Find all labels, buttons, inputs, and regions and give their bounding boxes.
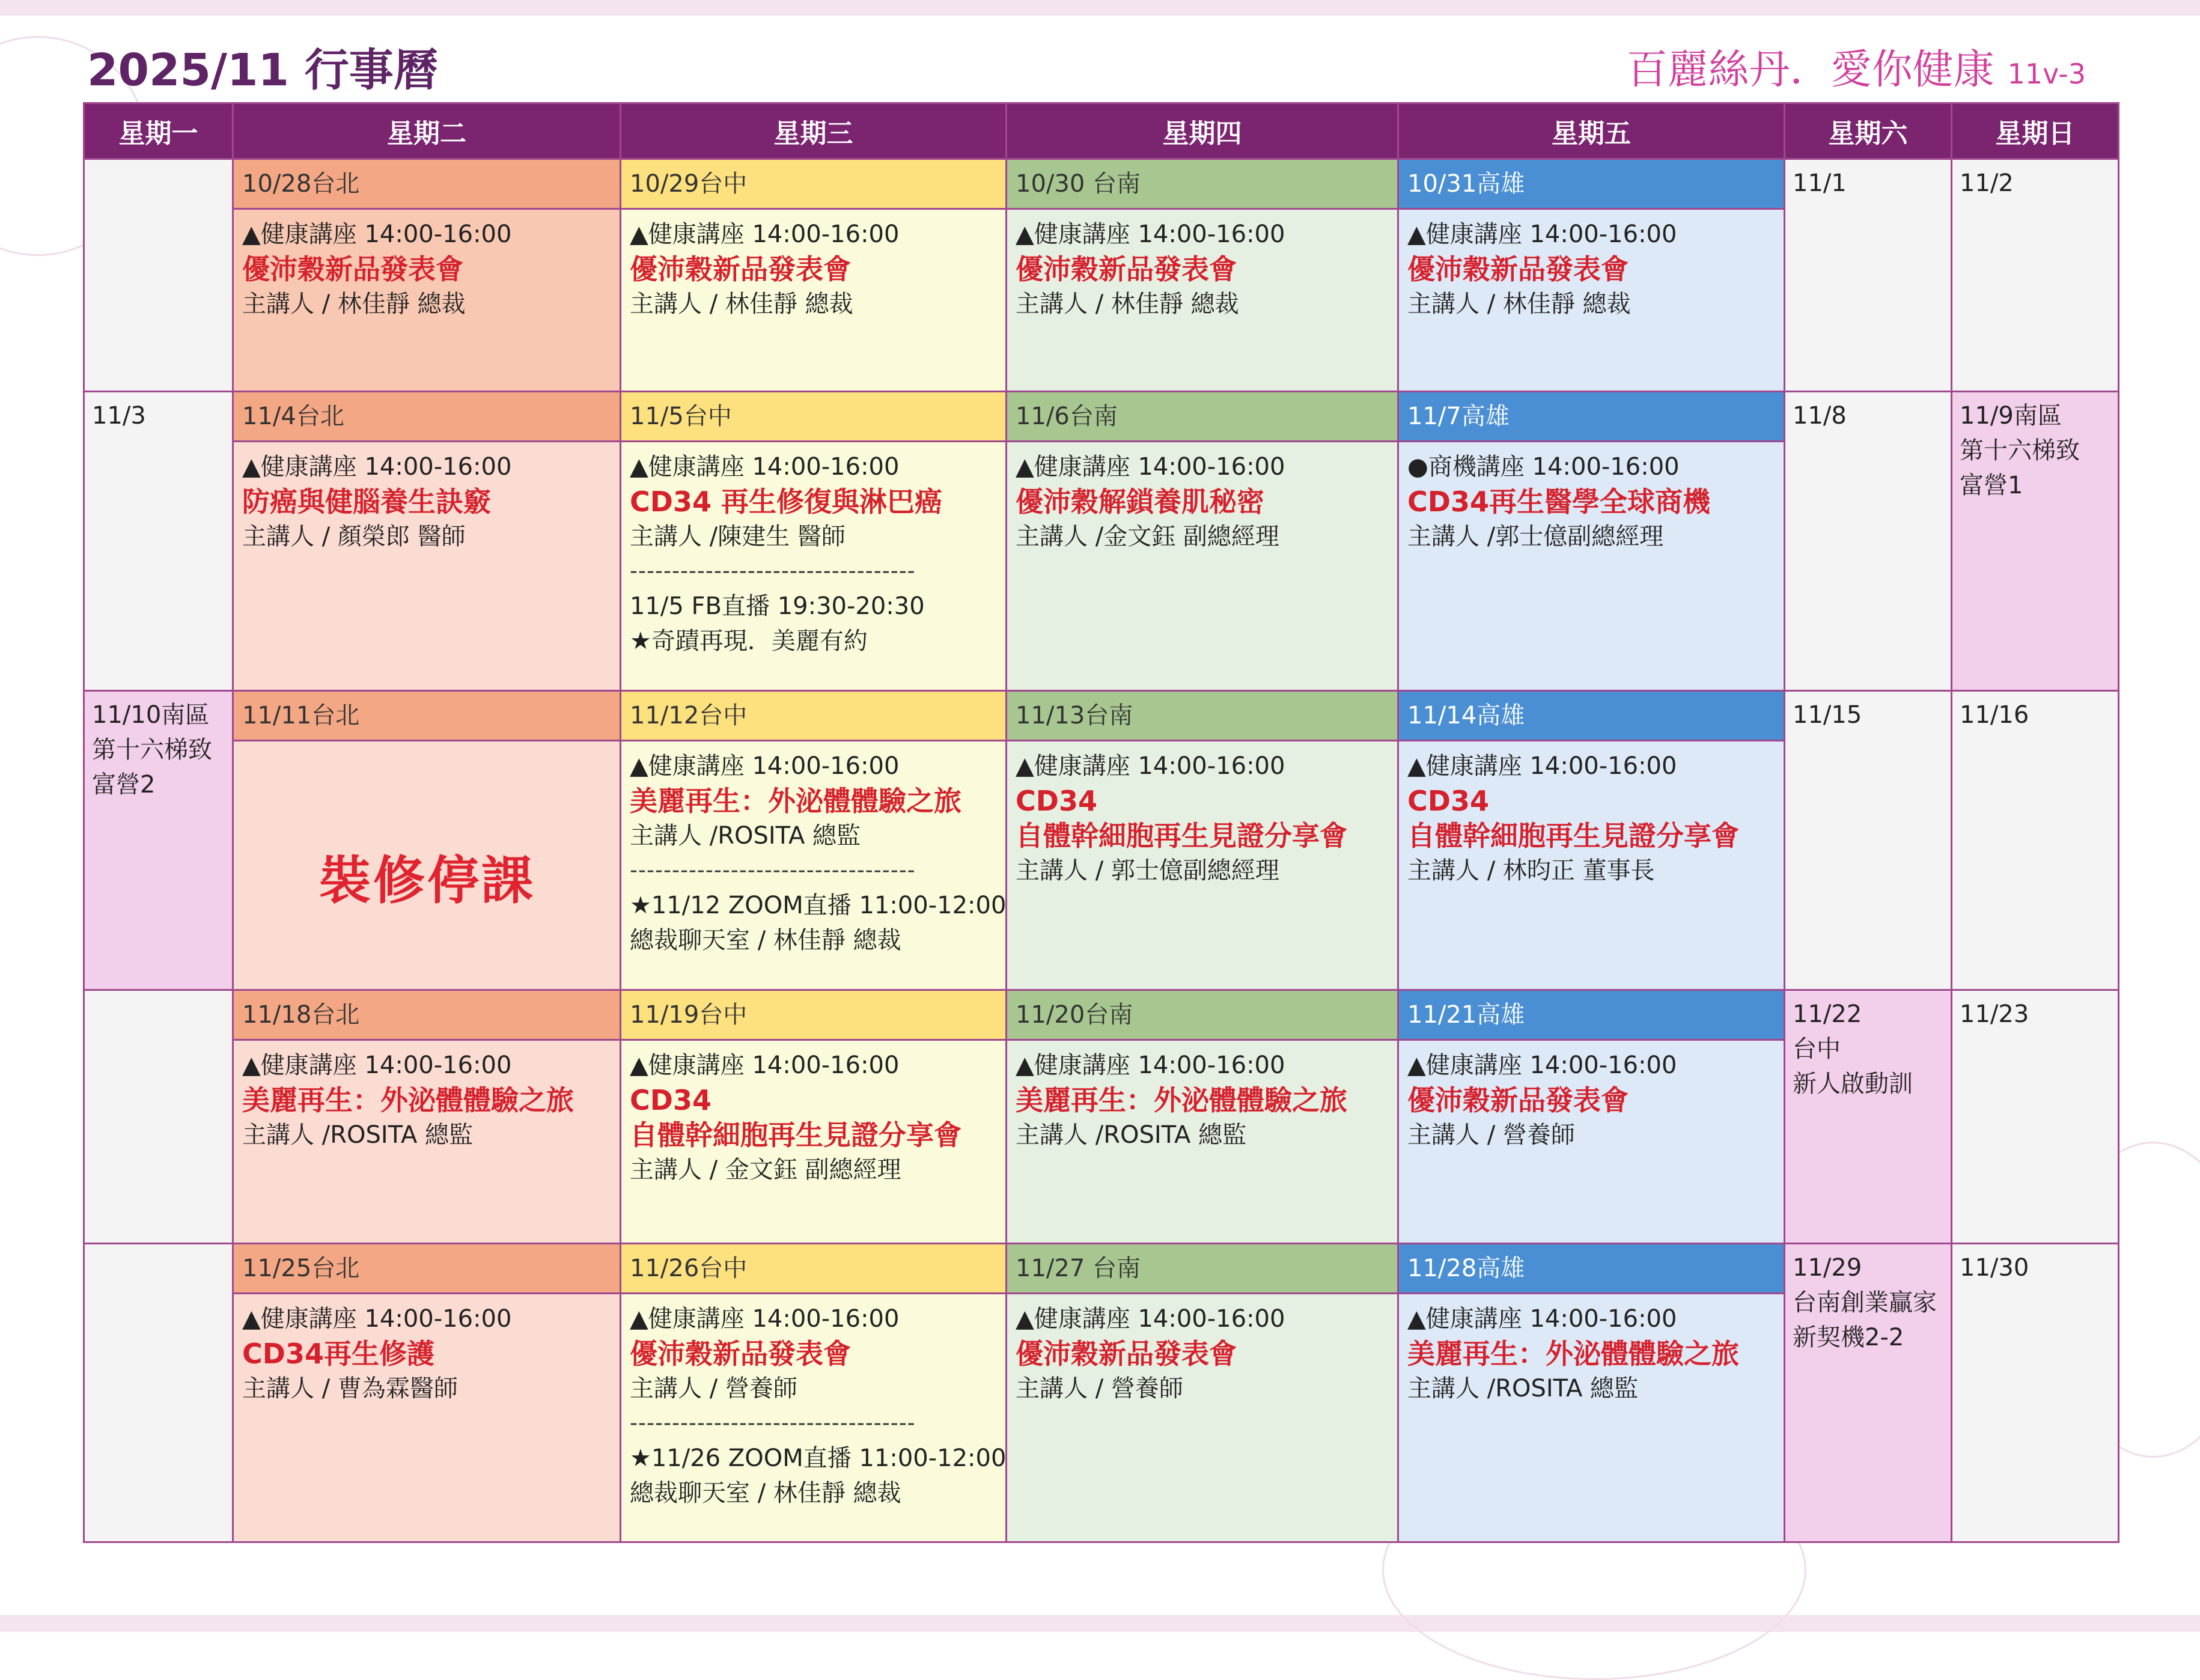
event-body [621,1294,1005,1541]
event-type: ▲健康講座 14:00-16:00 [630,221,900,248]
event-type: ▲健康講座 14:00-16:00 [630,1305,900,1333]
day-cell-sat [1785,990,1952,1244]
day-cell-wed [621,691,1007,990]
day-cell-fri [1398,392,1785,691]
calendar-table [83,102,2119,1543]
day-header-tainan: 11/13台南 [1007,692,1397,741]
event-body [1007,1294,1397,1541]
event-body [1399,741,1784,989]
weekday-thu: 星期四 [1007,103,1398,159]
event-speaker: 主講人 / 林昀正 董事長 [1407,857,1655,884]
day-header-kaohsiung: 11/21高雄 [1399,991,1784,1041]
event-type: ▲健康講座 14:00-16:00 [242,1305,512,1333]
day-header-taipei: 11/18台北 [234,991,620,1041]
event-body [1399,210,1784,391]
event-body [234,442,620,690]
event-title: CD34再生醫學全球商機 [1407,485,1710,518]
bottom-band [0,1615,2200,1632]
event-body [621,741,1005,989]
livestream-info: 11/5 FB直播 19:30-20:30 [630,592,925,620]
day-note: 11/8 [1793,402,1847,430]
day-cell-sun [1952,691,2119,990]
day-cell-sat [1785,159,1952,392]
event-title: CD34 [630,1084,711,1116]
event-speaker: 主講人 / 顏榮郎 醫師 [242,523,466,550]
day-cell-tue [233,392,621,691]
event-body [1007,210,1397,391]
day-header-taipei: 11/11台北 [234,692,620,741]
event-title: 優沛穀新品發表會 [630,253,851,285]
day-header-kaohsiung: 11/28高雄 [1399,1244,1784,1294]
event-body [621,1041,1005,1243]
livestream-topic: 總裁聊天室 / 林佳靜 總裁 [630,927,901,954]
day-cell-thu [1007,392,1398,691]
day-header-tainan: 11/27 台南 [1007,1244,1397,1294]
event-speaker: 主講人 / 林佳靜 總裁 [1016,290,1239,318]
livestream-info: ★11/26 ZOOM直播 11:00-12:00 [630,1444,1007,1472]
day-note: 11/22 [1793,1000,1862,1028]
event-speaker: 主講人 / 林佳靜 總裁 [1407,290,1631,318]
livestream-topic: 總裁聊天室 / 林佳靜 總裁 [630,1479,901,1507]
weekday-sat: 星期六 [1785,103,1952,159]
event-title: 美麗再生：外泌體體驗之旅 [1407,1338,1739,1370]
day-cell-mon [84,1244,233,1542]
day-cell-thu [1007,159,1398,392]
day-note: 11/3 [92,402,146,430]
event-title: 優沛穀新品發表會 [1016,253,1237,285]
day-cell-wed [621,990,1007,1244]
event-title: 優沛穀新品發表會 [1407,253,1629,285]
weekday-tue: 星期二 [233,103,621,159]
event-speaker: 主講人 / 林佳靜 總裁 [630,290,853,318]
event-title: 美麗再生：外泌體體驗之旅 [1016,1084,1347,1116]
livestream-info: ★11/12 ZOOM直播 11:00-12:00 [630,892,1007,919]
day-cell-wed [621,1244,1007,1542]
day-note: 11/10南區 [92,701,210,729]
page-title: 2025/11 行事曆 [87,44,438,96]
week-row [84,990,2119,1244]
weekday-sun: 星期日 [1952,103,2119,159]
event-speaker: 主講人 /金文鈺 副總經理 [1016,523,1279,550]
event-title-line2: 自體幹細胞再生見證分享會 [630,1119,961,1151]
version-label: 11v-3 [2007,58,2086,90]
day-note: 富營2 [92,771,156,799]
weekday-fri: 星期五 [1398,103,1785,159]
day-cell-tue [233,691,621,990]
day-note: 11/9南區 [1960,402,2062,430]
event-type: ●商機講座 14:00-16:00 [1407,453,1680,481]
day-header-tainan: 10/30 台南 [1007,160,1397,210]
day-cell-tue [233,159,621,392]
day-note: 第十六梯致 [92,736,212,764]
week-row [84,159,2119,392]
day-header-taichung: 11/12台中 [621,692,1005,741]
day-cell-fri [1398,990,1785,1244]
event-title: CD34 再生修復與淋巴癌 [630,485,942,518]
day-note: 11/29 [1793,1254,1862,1282]
weekday-header-row [84,103,2119,159]
top-band [0,0,2200,16]
event-body [1007,442,1397,690]
event-body [1007,1041,1397,1243]
divider-line: ---------------------------------- [630,559,916,583]
event-speaker: 主講人 / 金文鈺 副總經理 [630,1156,901,1184]
event-type: ▲健康講座 14:00-16:00 [1407,221,1677,248]
day-header-kaohsiung: 11/14高雄 [1399,692,1784,741]
day-note: 台中 [1793,1035,1841,1063]
day-note: 第十六梯致 [1960,437,2080,464]
event-speaker: 主講人 /ROSITA 總監 [242,1121,474,1149]
event-speaker: 主講人 / 林佳靜 總裁 [242,290,466,318]
livestream-topic: ★奇蹟再現．美麗有約 [630,627,868,655]
day-header-tainan: 11/6台南 [1007,392,1397,442]
day-header-taichung: 11/19台中 [621,991,1005,1041]
day-note: 11/2 [1960,169,2014,197]
day-cell-sun [1952,159,2119,392]
day-cell-sun [1952,392,2119,691]
event-body [1399,1041,1784,1243]
event-title: 優沛穀新品發表會 [242,253,463,285]
brand-slogan [1627,37,2086,96]
event-title: 優沛穀新品發表會 [1407,1084,1629,1116]
day-note: 富營1 [1960,472,2023,499]
event-body [234,741,620,989]
event-type: ▲健康講座 14:00-16:00 [242,1052,512,1079]
brand-text: 百麗絲丹．愛你健康 [1626,46,1994,94]
day-note: 11/1 [1793,169,1847,197]
event-type: ▲健康講座 14:00-16:00 [1016,1305,1285,1333]
day-note: 11/15 [1793,701,1862,729]
event-type: ▲健康講座 14:00-16:00 [1407,1052,1677,1079]
event-title: 美麗再生：外泌體體驗之旅 [242,1084,574,1116]
day-cell-thu [1007,1244,1398,1542]
day-cell-mon [84,159,233,392]
day-cell-thu [1007,691,1398,990]
event-title: CD34再生修護 [242,1338,434,1370]
event-body [234,1294,620,1541]
day-header-taichung: 11/5台中 [621,392,1005,442]
day-cell-fri [1398,1244,1785,1542]
day-cell-wed [621,392,1007,691]
event-body [621,210,1005,391]
event-speaker: 主講人 / 郭士億副總經理 [1016,857,1279,884]
day-cell-sun [1952,990,2119,1244]
day-cell-mon [84,990,233,1244]
event-title: CD34 [1407,785,1489,817]
day-note: 11/30 [1960,1254,2029,1282]
day-header-tainan: 11/20台南 [1007,991,1397,1041]
event-body [1399,1294,1784,1541]
divider-line: ---------------------------------- [630,1411,916,1435]
event-speaker: 主講人 /ROSITA 總監 [1407,1375,1639,1402]
day-note: 台南創業贏家 [1793,1289,1937,1316]
event-title: 防癌與健腦養生訣竅 [242,485,491,518]
day-cell-sun [1952,1244,2119,1542]
event-type: ▲健康講座 14:00-16:00 [242,453,512,481]
event-body [234,1041,620,1243]
day-note: 11/16 [1960,701,2029,729]
event-type: ▲健康講座 14:00-16:00 [1016,453,1285,481]
event-type: ▲健康講座 14:00-16:00 [242,221,512,248]
weekday-wed: 星期三 [621,103,1007,159]
day-header-taipei: 10/28台北 [234,160,620,210]
event-speaker: 主講人 /ROSITA 總監 [1016,1121,1247,1149]
day-note: 11/23 [1960,1000,2029,1028]
day-header-taipei: 11/25台北 [234,1244,620,1294]
week-row [84,691,2119,990]
event-title: 優沛穀新品發表會 [630,1338,851,1370]
day-header-kaohsiung: 10/31高雄 [1399,160,1784,210]
day-cell-tue [233,990,621,1244]
class-cancelled-notice: 裝修停課 [319,851,535,911]
day-cell-sat [1785,392,1952,691]
day-header-taichung: 11/26台中 [621,1244,1005,1294]
event-speaker: 主講人 /ROSITA 總監 [630,822,861,850]
day-cell-mon [84,392,233,691]
event-type: ▲健康講座 14:00-16:00 [1016,752,1285,780]
event-title-line2: 自體幹細胞再生見證分享會 [1016,820,1347,852]
event-body [621,442,1005,690]
event-type: ▲健康講座 14:00-16:00 [630,453,900,481]
day-cell-tue [233,1244,621,1542]
week-row [84,392,2119,691]
day-cell-sat [1785,691,1952,990]
event-speaker: 主講人 /郭士億副總經理 [1407,523,1664,550]
event-title-line2: 自體幹細胞再生見證分享會 [1407,820,1739,852]
event-speaker: 主講人 / 營養師 [1407,1121,1575,1149]
event-type: ▲健康講座 14:00-16:00 [1407,752,1677,780]
event-type: ▲健康講座 14:00-16:00 [630,752,900,780]
event-speaker: 主講人 / 曹為霖醫師 [242,1375,458,1402]
day-note: 新契機2-2 [1793,1324,1904,1351]
event-speaker: 主講人 / 營養師 [1016,1375,1183,1402]
day-header-taipei: 11/4台北 [234,392,620,442]
event-body [234,210,620,391]
day-cell-fri [1398,691,1785,990]
divider-line: ---------------------------------- [630,858,916,883]
event-type: ▲健康講座 14:00-16:00 [1407,1305,1677,1333]
weekday-mon: 星期一 [84,103,233,159]
event-title: 優沛穀解鎖養肌秘密 [1016,485,1264,518]
event-speaker: 主講人 / 營養師 [630,1375,797,1402]
event-title: 優沛穀新品發表會 [1016,1338,1237,1370]
day-cell-sat [1785,1244,1952,1542]
day-cell-fri [1398,159,1785,392]
day-cell-mon [84,691,233,990]
event-type: ▲健康講座 14:00-16:00 [630,1052,900,1079]
event-title: CD34 [1016,785,1097,817]
event-body [1399,442,1784,690]
day-cell-thu [1007,990,1398,1244]
day-header-taichung: 10/29台中 [621,160,1005,210]
day-header-kaohsiung: 11/7高雄 [1399,392,1784,442]
event-type: ▲健康講座 14:00-16:00 [1016,1052,1285,1079]
day-note: 新人啟動訓 [1793,1070,1913,1098]
event-speaker: 主講人 /陳建生 醫師 [630,523,846,550]
week-row [84,1244,2119,1542]
event-body [1007,741,1397,989]
day-cell-wed [621,159,1007,392]
event-type: ▲健康講座 14:00-16:00 [1016,221,1285,248]
event-title: 美麗再生：外泌體體驗之旅 [630,785,961,817]
